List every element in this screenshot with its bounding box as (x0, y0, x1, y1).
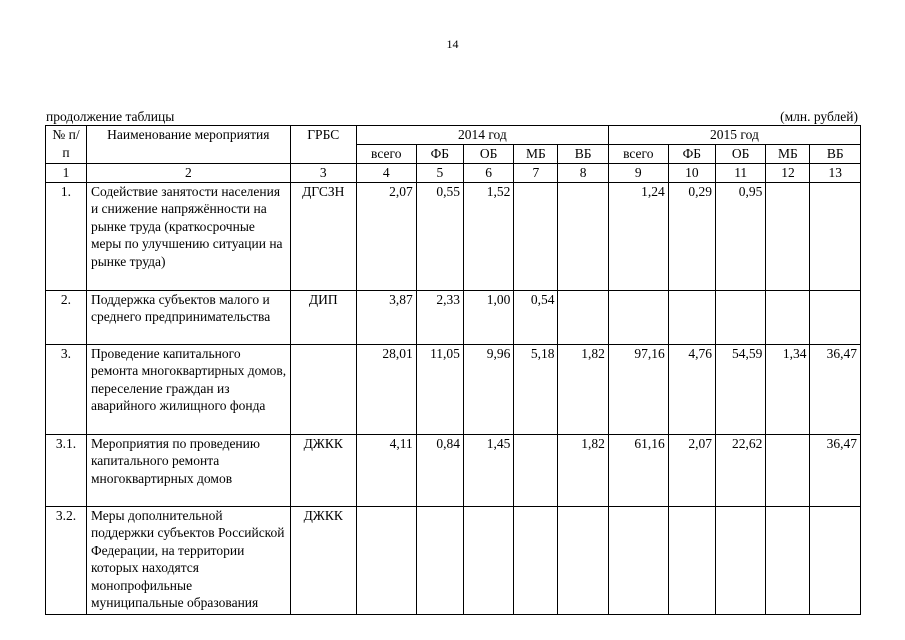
column-number: 6 (463, 164, 513, 183)
column-number: 7 (514, 164, 558, 183)
table-row (46, 434, 861, 506)
header-subcol: МБ (514, 145, 558, 164)
header-number-cell: № п/п (46, 126, 87, 164)
row-value (356, 506, 416, 614)
row-name: Содействие занятости населения и снижение напряжённости на рынке труда (краткосрочные меры по улучшению ситуации на рынке труда) (86, 182, 290, 290)
column-number: 3 (290, 164, 356, 183)
header-year-2015: 2015 год (608, 126, 860, 145)
column-number: 10 (668, 164, 715, 183)
row-value: 2,33 (416, 290, 463, 344)
row-value: 1,00 (463, 290, 513, 344)
row-value: 1,52 (463, 182, 513, 290)
row-value: 0,54 (514, 290, 558, 344)
table-row (46, 182, 861, 290)
row-value (608, 290, 668, 344)
row-value: 0,95 (715, 182, 765, 290)
page-number: 14 (446, 37, 459, 51)
row-value: 36,47 (810, 344, 861, 434)
row-value: 0,29 (668, 182, 715, 290)
row-value (766, 506, 810, 614)
row-value: 1,82 (558, 434, 608, 506)
row-value: 9,96 (463, 344, 513, 434)
column-number-row (46, 164, 861, 183)
row-value (715, 290, 765, 344)
column-number: 4 (356, 164, 416, 183)
row-value: 61,16 (608, 434, 668, 506)
row-value (514, 434, 558, 506)
budget-table (45, 125, 861, 615)
row-name: Проведение капитального ремонта многоквартирных домов, переселение граждан из аварийного жилищного фонда (86, 344, 290, 434)
row-value: 36,47 (810, 434, 861, 506)
row-value: 5,18 (514, 344, 558, 434)
header-subcol: всего (356, 145, 416, 164)
header-subcol: МБ (766, 145, 810, 164)
table-row (46, 290, 861, 344)
column-number: 2 (86, 164, 290, 183)
row-value: 1,45 (463, 434, 513, 506)
row-name: Поддержка субъектов малого и среднего предпринимательства (86, 290, 290, 344)
row-value (810, 182, 861, 290)
header-name-cell: Наименование мероприятия (86, 126, 290, 164)
row-value: 4,11 (356, 434, 416, 506)
column-number: 5 (416, 164, 463, 183)
row-value (668, 290, 715, 344)
row-value (558, 182, 608, 290)
table-row (46, 506, 861, 614)
row-name: Мероприятия по проведению капитального ремонта многоквартирных домов (86, 434, 290, 506)
column-number: 8 (558, 164, 608, 183)
row-value: 2,07 (356, 182, 416, 290)
header-year-2014: 2014 год (356, 126, 608, 145)
row-value (810, 506, 861, 614)
column-number: 13 (810, 164, 861, 183)
row-grbs: ДЖКК (290, 506, 356, 614)
row-value: 54,59 (715, 344, 765, 434)
header-subcol: ОБ (463, 145, 513, 164)
header-subcol: ФБ (668, 145, 715, 164)
row-value: 1,24 (608, 182, 668, 290)
table-units-caption: (млн. рублей) (780, 109, 858, 124)
row-value (668, 506, 715, 614)
row-value (608, 506, 668, 614)
row-value: 2,07 (668, 434, 715, 506)
row-number: 3. (46, 344, 87, 434)
header-subcol: ВБ (558, 145, 608, 164)
row-value (766, 434, 810, 506)
table-continuation-caption: продолжение таблицы (46, 109, 175, 124)
column-number: 9 (608, 164, 668, 183)
header-subcol: ФБ (416, 145, 463, 164)
row-value: 1,82 (558, 344, 608, 434)
row-value: 97,16 (608, 344, 668, 434)
row-value (416, 506, 463, 614)
row-value (810, 290, 861, 344)
column-number: 12 (766, 164, 810, 183)
row-value: 28,01 (356, 344, 416, 434)
row-value: 0,55 (416, 182, 463, 290)
row-number: 3.2. (46, 506, 87, 614)
row-value: 11,05 (416, 344, 463, 434)
row-value (715, 506, 765, 614)
column-number: 1 (46, 164, 87, 183)
row-value: 0,84 (416, 434, 463, 506)
row-grbs: ДИП (290, 290, 356, 344)
header-subcol: ОБ (715, 145, 765, 164)
row-number: 2. (46, 290, 87, 344)
row-grbs: ДЖКК (290, 434, 356, 506)
row-value (514, 506, 558, 614)
row-value (514, 182, 558, 290)
row-number: 3.1. (46, 434, 87, 506)
row-value (766, 290, 810, 344)
row-grbs: ДГСЗН (290, 182, 356, 290)
header-subcol: всего (608, 145, 668, 164)
row-value (558, 290, 608, 344)
row-value (463, 506, 513, 614)
row-grbs (290, 344, 356, 434)
row-value: 4,76 (668, 344, 715, 434)
row-value (766, 182, 810, 290)
row-number: 1. (46, 182, 87, 290)
row-value (558, 506, 608, 614)
row-value: 22,62 (715, 434, 765, 506)
column-number: 11 (715, 164, 765, 183)
header-subcol: ВБ (810, 145, 861, 164)
table-row (46, 344, 861, 434)
row-value: 3,87 (356, 290, 416, 344)
header-grbs-cell: ГРБС (290, 126, 356, 164)
row-name: Меры дополнительной поддержки субъектов Российской Федерации, на территории которых находятся монопрофильные муниципальные образования (86, 506, 290, 614)
row-value: 1,34 (766, 344, 810, 434)
